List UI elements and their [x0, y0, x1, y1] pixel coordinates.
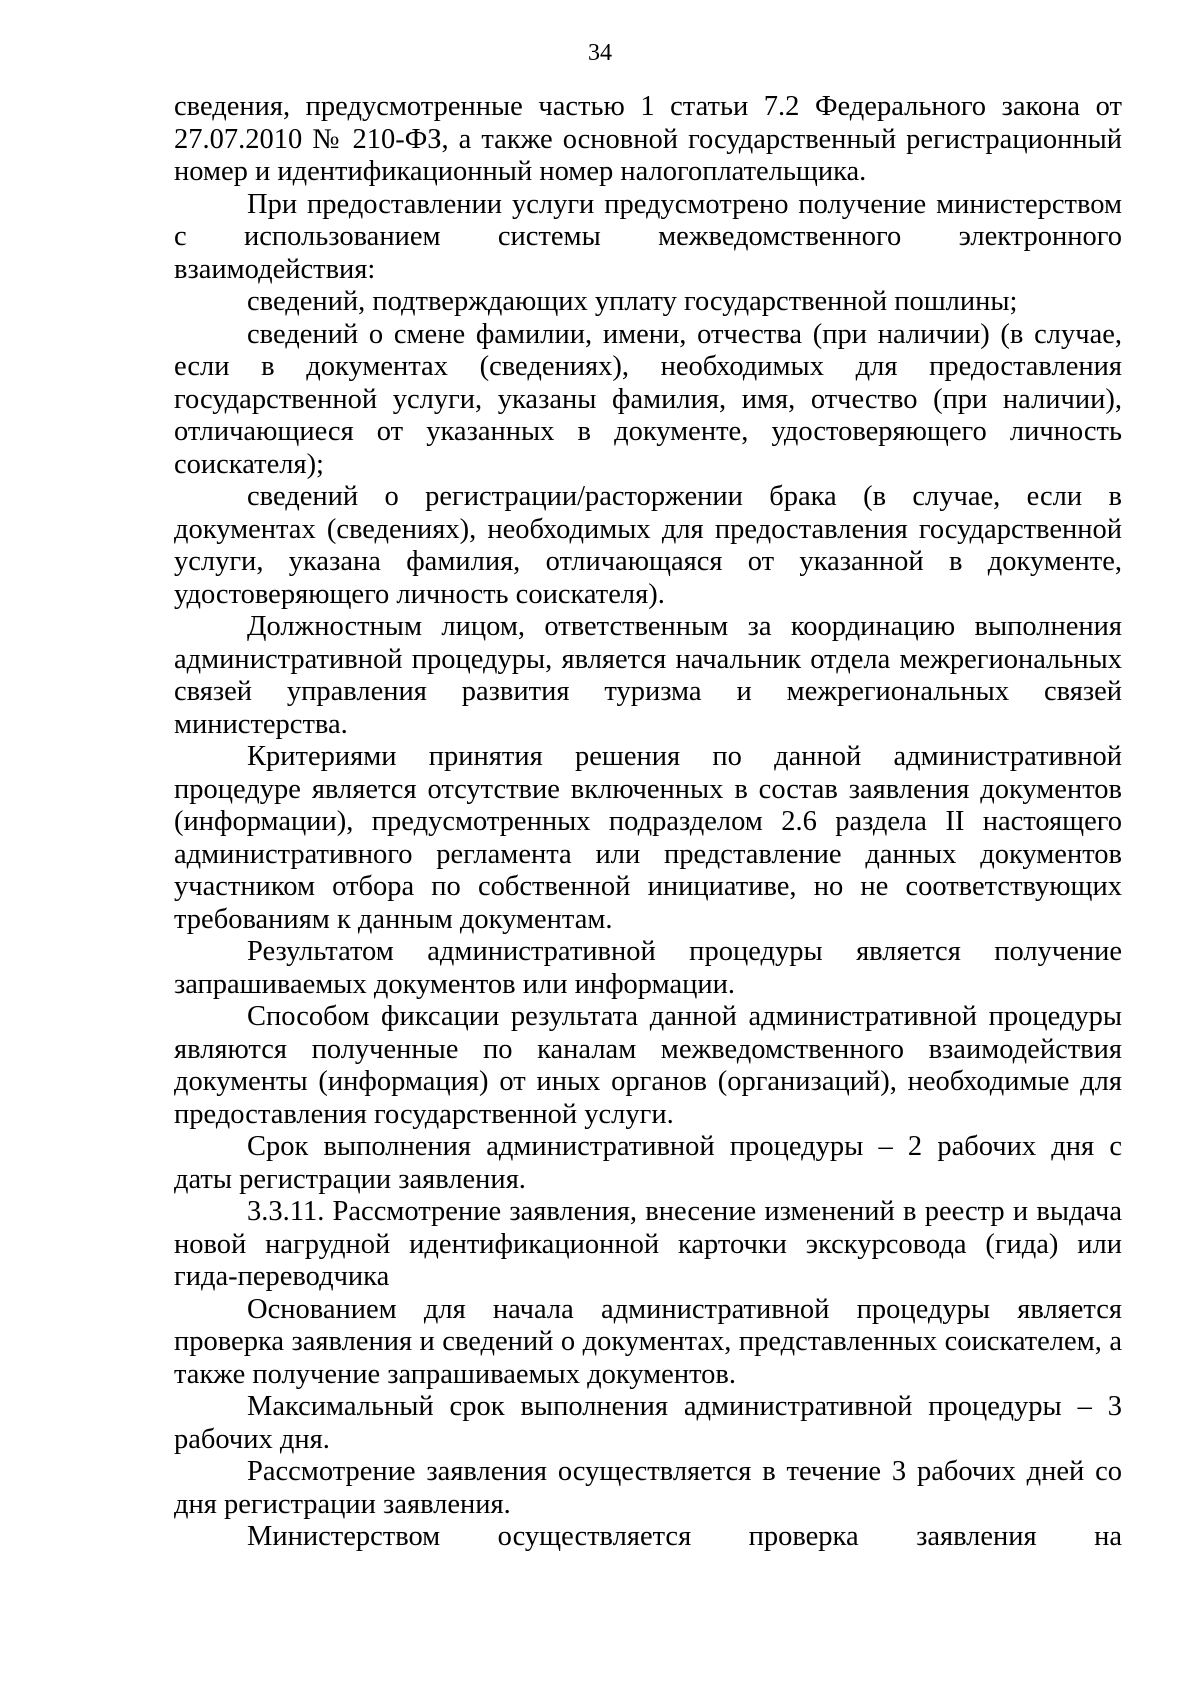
section-heading-3-3-11: 3.3.11. Рассмотрение заявления, внесение изменений в реестр и выдача новой нагрудной идентификационной карточки экскурсовода (гида) или гида-переводчика	[174, 1196, 1122, 1292]
paragraph-interagency-intro: При предоставлении услуги предусмотрено получение министерством с использованием системы межведомственного электронного взаимодействия:	[174, 188, 1122, 285]
paragraph-list-fee: сведений, подтверждающих уплату государственной пошлины;	[247, 286, 1018, 317]
paragraph-ministry-check: Министерством осуществляется проверка заявления на	[247, 1521, 1122, 1552]
paragraph-list-marriage: сведений о регистрации/расторжении брака (в случае, если в документах (сведениях), необходимых для предоставления государственной услуги, указана фамилия, отличающаяся от указанной в документе, удостоверяющего личность соискателя).	[174, 481, 1122, 610]
paragraph-continuation: сведения, предусмотренные частью 1 статьи 7.2 Федерального закона от 27.07.2010 № 210-ФЗ, а также основной государственный регистрационный номер и идентификационный номер налогоплательщика.	[174, 91, 1122, 187]
paragraph-review: Рассмотрение заявления осуществляется в течение 3 рабочих дней со дня регистрации заявления.	[174, 1456, 1122, 1520]
page-number: 34	[588, 40, 612, 66]
document-body	[174, 91, 1122, 1554]
paragraph-term: Срок выполнения административной процедуры – 2 рабочих дня с даты регистрации заявления.	[174, 1131, 1122, 1195]
paragraph-max-term: Максимальный срок выполнения административной процедуры – 3 рабочих дня.	[174, 1391, 1122, 1455]
paragraph-fixation: Способом фиксации результата данной административной процедуры являются полученные по каналам межведомственного взаимодействия документы (информация) от иных органов (организаций), необходимые для предоставления государственной услуги.	[174, 1001, 1122, 1130]
paragraph-result: Результатом административной процедуры является получение запрашиваемых документов или информации.	[174, 936, 1122, 1000]
paragraph-responsible-official: Должностным лицом, ответственным за координацию выполнения административной процедуры, является начальник отдела межрегиональных связей управления развития туризма и межрегиональных связей министерства.	[174, 611, 1122, 740]
paragraph-list-name-change: сведений о смене фамилии, имени, отчества (при наличии) (в случае, если в документах (сведениях), необходимых для предоставления государственной услуги, указаны фамилия, имя, отчество (при наличии), отличающиеся от указанных в документе, удостоверяющего личность соискателя);	[174, 318, 1122, 480]
paragraph-criteria: Критериями принятия решения по данной административной процедуре является отсутствие включенных в состав заявления документов (информации), предусмотренных подразделом 2.6 раздела II настоящего административного регламента или представление данных документов участником отбора по собственной инициативе, но не соответствующих требованиям к данным документам.	[174, 741, 1122, 935]
paragraph-basis: Основанием для начала административной процедуры является проверка заявления и сведений о документах, представленных соискателем, а также получение запрашиваемых документов.	[174, 1293, 1122, 1390]
